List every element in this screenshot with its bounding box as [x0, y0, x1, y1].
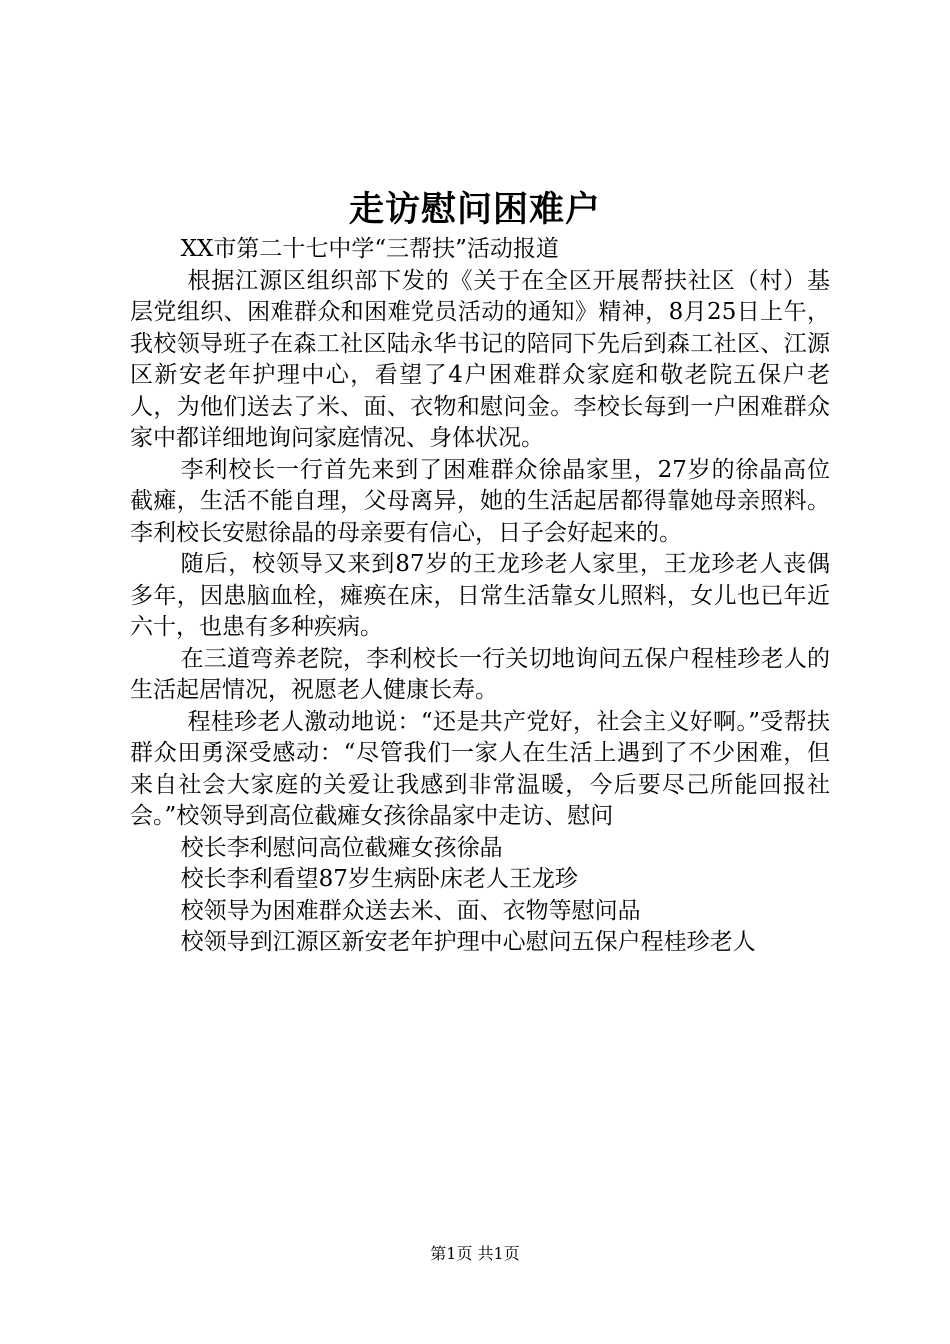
photo-caption: 校领导为困难群众送去米、面、衣物等慰问品: [180, 897, 641, 924]
paragraph: 程桂珍老人激动地说：“还是共产党好，社会主义好啊。”受帮扶群众田勇深受感动：“尽管我们一家人在生活上遇到了不少困难，但来自社会大家庭的关爱让我感到非常温暖，今后要尽己所能回报社会。”校领导到高位截瘫女孩徐晶家中走访、慰问: [130, 708, 830, 829]
photo-caption: 校长李利看望87岁生病卧床老人王龙珍: [180, 866, 578, 892]
photo-caption: 校长李利慰问高位截瘫女孩徐晶: [180, 834, 503, 861]
paragraph: 在三道弯养老院，李利校长一行关切地询问五保户程桂珍老人的生活起居情况，祝愿老人健康长寿。: [130, 645, 830, 703]
paragraph: 根据江源区组织部下发的《关于在全区开展帮扶社区（村）基层党组织、困难群众和困难党员活动的通知》精神，8月25日上午，我校领导班子在森工社区陆永华书记的陪同下先后到森工社区、江源区新安老年护理中心，看望了4户困难群众家庭和敬老院五保户老人，为他们送去了米、面、衣物和慰问金。李校长每到一户困难群众家中都详细地询问家庭情况、身体状况。: [130, 267, 830, 451]
report-subtitle: XX市第二十七中学“三帮扶”活动报道: [180, 236, 559, 262]
paragraph: 随后，校领导又来到87岁的王龙珍老人家里，王龙珍老人丧偶多年，因患脑血栓，瘫痪在床，日常生活靠女儿照料，女儿也已年近六十，也患有多种疾病。: [130, 551, 830, 640]
document-body: [130, 234, 830, 959]
page-number-footer: 第1页 共1页: [430, 1244, 520, 1263]
photo-caption: 校领导到江源区新安老年护理中心慰问五保户程桂珍老人: [180, 929, 756, 955]
document-title: 走访慰问困难户: [348, 189, 601, 230]
paragraph: 李利校长一行首先来到了困难群众徐晶家里，27岁的徐晶高位截瘫，生活不能自理，父母离异，她的生活起居都得靠她母亲照料。李利校长安慰徐晶的母亲要有信心，日子会好起来的。: [130, 456, 830, 546]
